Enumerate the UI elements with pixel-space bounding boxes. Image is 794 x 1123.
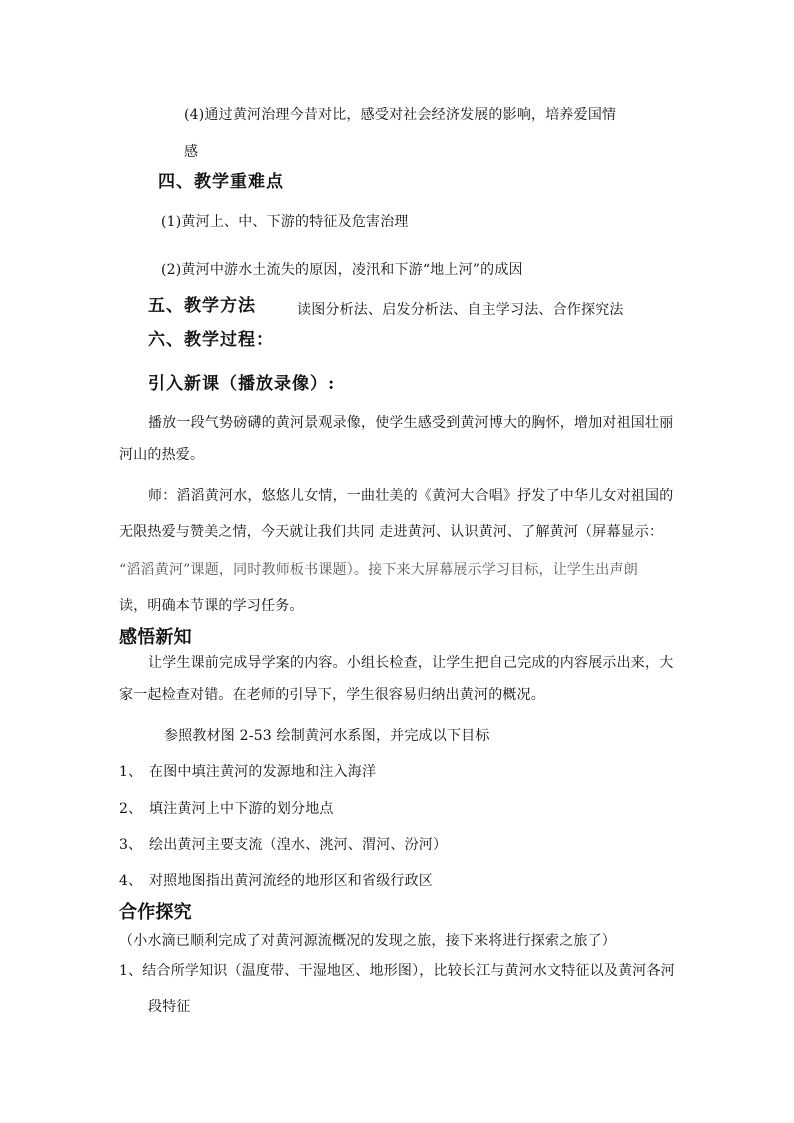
section-6-heading: 六、教学过程： xyxy=(148,330,274,350)
intro-para-2-line-4: 读，明确本节课的学习任务。 xyxy=(119,598,304,614)
intro-heading: 引入新课（播放录像）: xyxy=(148,374,336,394)
intro-para-2-line-1: 师：滔滔黄河水，悠悠儿女情，一曲壮美的《黄河大合唱》抒发了中华儿女对祖国的 xyxy=(148,488,674,504)
task-text: 对照地图指出黄河流经的地形区和省级行政区 xyxy=(149,873,433,889)
task-number: 3、 xyxy=(119,837,143,853)
key-point-2: (2)黄河中游水土流失的原因，凌汛和下游“地上河”的成因 xyxy=(161,262,523,278)
task-number: 2、 xyxy=(119,801,143,817)
task-item-3 xyxy=(119,836,447,854)
section-5-heading: 五、教学方法 xyxy=(148,296,256,316)
section-4-heading: 四、教学重难点 xyxy=(158,172,284,192)
task-number: 4、 xyxy=(119,873,143,889)
perceive-heading: 感悟新知 xyxy=(119,627,192,648)
task-text: 绘出黄河主要支流（湟水、洮河、渭河、汾河） xyxy=(149,837,448,853)
explore-item-1-line-1: 1、结合所学知识（温度带、干湿地区、地形图），比较长江与黄河水文特征以及黄河各河 xyxy=(119,963,675,979)
key-point-1: (1)黄河上、中、下游的特征及危害治理 xyxy=(161,214,409,230)
task-number: 1、 xyxy=(119,764,143,780)
task-item-1 xyxy=(119,763,376,781)
intro-para-1-line-2: 河山的热爱。 xyxy=(119,447,205,463)
task-text: 填注黄河上中下游的划分地点 xyxy=(149,801,334,817)
teaching-methods: 读图分析法、启发分析法、自主学习法、合作探究法 xyxy=(297,302,624,318)
explore-item-1-line-2: 段特征 xyxy=(148,999,191,1015)
explore-note: （小水滴已顺利完成了对黄河源流概况的发现之旅，接下来将进行探索之旅了） xyxy=(119,933,616,949)
objective-4-line-2: 感 xyxy=(184,144,199,160)
intro-para-2-line-2: 无限热爱与赞美之情，今天就让我们共同 走进黄河、认识黄河、了解黄河（屏幕显示： xyxy=(119,524,664,540)
intro-para-2-line-3: “滔滔黄河”课题，同时教师板书课题）。接下来大屏幕展示学习目标，让学生出声朗 xyxy=(119,562,638,578)
perceive-para-line-2: 家一起检查对错。在老师的引导下，学生很容易归纳出黄河的概况。 xyxy=(119,687,545,703)
intro-para-1-line-1: 播放一段气势磅礴的黄河景观录像，使学生感受到黄河博大的胸怀，增加对祖国壮丽 xyxy=(148,415,674,431)
task-item-4 xyxy=(119,872,433,890)
task-item-2 xyxy=(119,800,334,818)
perceive-para-line-1: 让学生课前完成导学案的内容。小组长检查，让学生把自己完成的内容展示出来，大 xyxy=(148,655,674,671)
explore-heading: 合作探究 xyxy=(119,902,192,923)
task-text: 在图中填注黄河的发源地和注入海洋 xyxy=(149,764,377,780)
task-intro: 参照教材图 2-53 绘制黄河水系图，并完成以下目标 xyxy=(164,728,490,744)
objective-4-line-1: (4)通过黄河治理今昔对比，感受对社会经济发展的影响，培养爱国情 xyxy=(184,107,617,123)
